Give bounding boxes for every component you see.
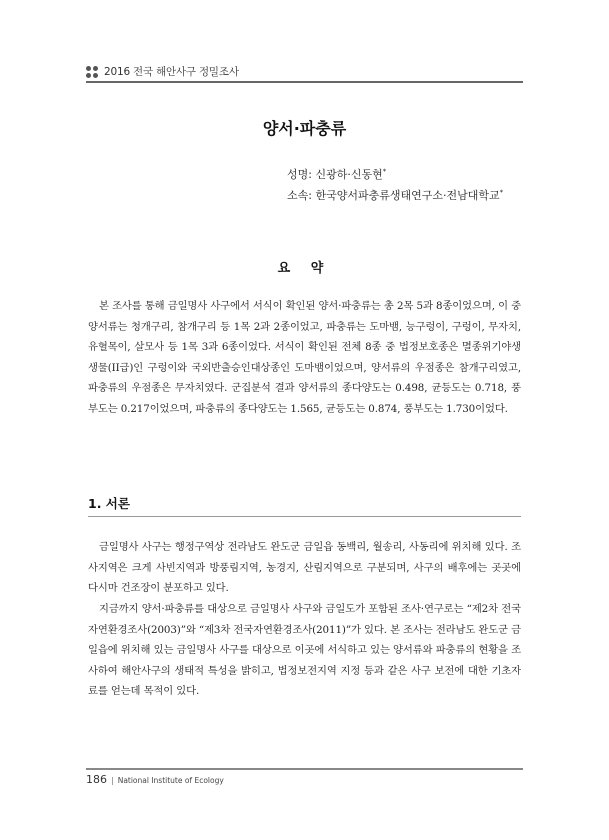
header-divider — [86, 81, 523, 83]
section-divider — [88, 516, 521, 517]
header-title: 2016 전국 해안사구 정밀조사 — [104, 66, 239, 78]
page-footer — [86, 773, 224, 786]
author-names — [287, 166, 386, 182]
abstract-body: 본 조사를 통해 금일명사 사구에서 서식이 확인된 양서·파충류는 총 2목 5과 8종이었으며, 이 중 양서류는 청개구리, 참개구리 등 1목 2과 2종이었고, 파충류는 도마뱀, 능구렁이, 구렁이, 무자치, 유혈목이, 살모사 등 1목 3과 6종이었다. 서식이 확인된 전체 8종 중 법정보호종은 멸종위기야생생물(II급)인 구렁이와 국외반출승인대상종인 도마뱀이었으며, 양서류의 우점종은 참개구리였고, 파충류의 우점종은 무자치였다. 군집분석 결과 양서류의 종다양도는 0.498, 균등도는 0.718, 풍부도는 0.217이었으며, 파충류의 종다양도는 1.565, 균등도는 0.874, 풍부도는 1.730이었다. — [88, 300, 521, 415]
running-header — [86, 64, 239, 79]
intro-paragraph-2: 지금까지 양서·파충류를 대상으로 금일명사 사구와 금일도가 포함된 조사·연구로는 “제2차 전국자연환경조사(2003)”와 “제3차 전국자연환경조사(2011)”가 있다. 본 조사는 전라남도 완도군 금일읍에 위치해 있는 금일명사 사구를 대상으로 이곳에 서식하고 있는 양서류와 파충류의 현황을 조사하여 해안사구의 생태적 특성을 밝히고, 법정보전지역 지정 등과 같은 사구 보전에 대한 기초자료를 얻는데 목적이 있다. — [88, 603, 521, 697]
footer-separator: | — [111, 776, 114, 785]
footer-divider — [86, 768, 523, 770]
page-title: 양서·파충류 — [262, 119, 347, 138]
abstract-heading: 요 약 — [277, 261, 332, 276]
section-heading: 1. 서론 — [88, 496, 130, 511]
author-affiliation-mark: * — [499, 188, 504, 197]
author-name-text: 성명: 신광하·신동현 — [287, 168, 383, 181]
header-dots-icon — [86, 66, 98, 78]
author-name-mark: * — [382, 167, 387, 176]
author-affiliation-text: 소속: 한국양서파충류생태연구소·전남대학교 — [287, 189, 500, 202]
footer-institute: National Institute of Ecology — [117, 776, 224, 785]
page-number: 186 — [86, 773, 107, 786]
intro-paragraph-1: 금일명사 사구는 행정구역상 전라남도 완도군 금일읍 동백리, 월송리, 사동리에 위치해 있다. 조사지역은 크게 사빈지역과 방풍림지역, 농경지, 산림지역으로 구분되며, 사구의 배후에는 곳곳에 다시마 건조장이 분포하고 있다. — [88, 541, 521, 594]
author-affiliation — [287, 187, 503, 203]
